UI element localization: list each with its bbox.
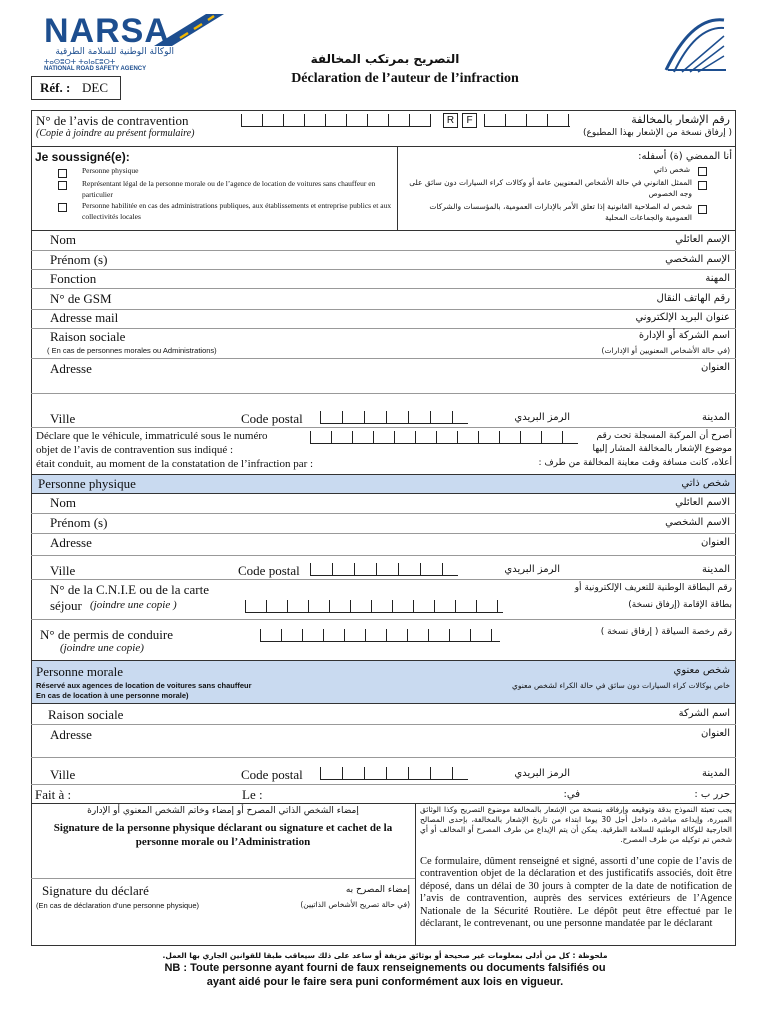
gsm-label-ar: رقم الهاتف النقال	[656, 293, 730, 304]
section-morale-note2: En cas de location à une personne morale)	[36, 691, 189, 700]
code-postal-field[interactable]	[320, 411, 468, 424]
immatriculation-field[interactable]	[310, 431, 578, 444]
morale-ville-label: Ville	[50, 767, 76, 782]
physique-nom-label: Nom	[50, 495, 76, 510]
cnie-field[interactable]	[245, 600, 503, 613]
morale-adresse-label-ar: العنوان	[701, 728, 730, 739]
gsm-label: N° de GSM	[50, 291, 112, 306]
physique-cp-label-ar: الرمز البريدي	[504, 564, 560, 575]
signature-label: Signature de la personne physique déclarant ou signature et cachet de la personne morale ou l’Administration	[53, 822, 393, 848]
cnie-label: N° de la C.N.I.E ou de la carte	[50, 582, 209, 597]
avis-label: N° de l’avis de contravention	[36, 113, 189, 128]
nom-label-ar: الإسم العائلي	[675, 234, 730, 245]
morale-cp-field[interactable]	[320, 767, 468, 780]
nom-label: Nom	[50, 232, 76, 247]
physique-adresse-label: Adresse	[50, 535, 92, 550]
soussigne-label-ar: أنا الممضي (ة) أسفله:	[638, 151, 732, 162]
soussigne-label: Je soussigné(e):	[35, 150, 130, 164]
cnie-label-2: séjour	[50, 598, 82, 613]
morale-raison-label: Raison sociale	[48, 707, 124, 722]
avis-note-ar: ( إرفاق نسخة من الإشعار بهذا المطبوع)	[583, 128, 732, 138]
code-postal-label-ar: الرمز البريدي	[514, 412, 570, 423]
footer-arabic: ملحوظة : كل من أدلى بمعلومات غير صحيحة أو بوثائق مزيفة أو ساعد على ذلك سيعاقب طبقا للقوانين الجاري بها العمل.	[162, 951, 608, 960]
permis-label: N° de permis de conduire	[40, 627, 173, 642]
fi-label-ar: في:	[563, 789, 580, 800]
rf-box-f: F	[462, 113, 477, 128]
logo-english: NATIONAL ROAD SAFETY AGENCY	[44, 66, 147, 72]
narsa-logo: NARSA	[44, 12, 170, 50]
notice-french: Ce formulaire, dûment renseigné et signé, assorti d’une copie de l’avis de contravention objet de la déclaration et des justificatifs associés, doit être déposé, dans un délai de 30 jours à compter de la date de notification de l’avis de contravention, auprès des services extérieurs de l’Agence Nationale de la Sécurité Routière. Le dépôt peut être effectué par le déclarant, le contrevenant, ou une personne mandatée par le déclarant	[420, 856, 732, 930]
logo-arabic: الوكالة الوطنية للسلامة الطرقية	[55, 47, 174, 57]
section-morale-note1: Réservé aux agences de location de voitures sans chauffeur	[36, 681, 252, 690]
checkbox-personne-physique[interactable]	[58, 169, 67, 178]
cnie-label-ar: رقم البطاقة الوطنية للتعريف الإلكترونية أو	[574, 583, 732, 593]
option-ar-habilitee: شخص له الصلاحية القانونية إذا تعلق الأمر بالإدارات العمومية، بالمؤسسات والشركات العمومية والجماعات المحلية	[429, 202, 692, 222]
physique-ville-label: Ville	[50, 563, 76, 578]
raison-label: Raison sociale	[50, 329, 126, 344]
title-french: Déclaration de l’auteur de l’infraction	[291, 71, 519, 86]
physique-nom-label-ar: الاسم العائلي	[675, 497, 730, 508]
logo-tifinagh: ⵜⴰⵙⵓⵔⵜ ⵜⴰⵏⴰⵎⵓⵔⵜ	[44, 58, 116, 66]
option-personne-habilitee: Personne habilitée en cas des administrations publiques, aux établissements et entreprise publics et aux collectivités locales	[82, 201, 392, 221]
raison-note-ar: (في حالة الأشخاص المعنويين أو الإدارات)	[601, 346, 730, 355]
raison-label-ar: اسم الشركة أو الإدارة	[638, 330, 730, 341]
cnie-note: (joindre une copie )	[90, 599, 177, 611]
bridge-emblem-icon	[660, 12, 730, 74]
section-physique-label-ar: شخص ذاتي	[681, 478, 730, 489]
declare-line3: était conduit, au moment de la constatation de l’infraction par :	[36, 458, 314, 470]
declare-line1-ar: أصرح أن المركبة المسجلة تحت رقم	[596, 431, 732, 441]
option-personne-physique: Personne physique	[82, 166, 139, 175]
declare-line2-ar: موضوع الإشعار بالمخالفة المشار إليها	[592, 444, 732, 454]
prenom-label: Prénom (s)	[50, 252, 108, 267]
physique-adresse-label-ar: العنوان	[701, 537, 730, 548]
declare-line2: objet de l’avis de contravention sus indiqué :	[36, 444, 234, 456]
morale-adresse-label: Adresse	[50, 727, 92, 742]
rf-box-r: R	[443, 113, 458, 128]
physique-ville-label-ar: المدينة	[701, 564, 730, 575]
code-postal-label: Code postal	[241, 411, 303, 426]
fait-a-label: Fait à :	[35, 787, 72, 802]
cnie-label-ar-2: بطاقة الإقامة (إرفاق نسخة)	[628, 600, 732, 610]
declare-line3-ar: أعلاه، كانت مسافة وقت معاينة المخالفة من طرف :	[538, 458, 732, 468]
physique-prenom-label-ar: الاسم الشخصي	[665, 517, 730, 528]
option-representant-legal: Représentant légal de la personne morale ou de l’agence de location de voitures sans chauffeur en particulier	[82, 179, 376, 199]
avis-number-field-2[interactable]	[484, 114, 570, 127]
title-arabic: التصريح بمرتكب المخالفة	[310, 52, 460, 66]
declare-line1: Déclare que le véhicule, immatriculé sous le numéro	[36, 430, 268, 442]
fonction-label: Fonction	[50, 271, 97, 286]
prenom-label-ar: الإسم الشخصي	[665, 254, 730, 265]
avis-number-field[interactable]	[241, 114, 431, 127]
footer-french-1: NB : Toute personne ayant fourni de faux renseignements ou documents falsifiés ou	[164, 962, 606, 974]
section-morale-label-ar: شخص معنوي	[673, 665, 730, 676]
checkbox-ar-representant[interactable]	[698, 181, 707, 190]
signature-declare-note: (En cas de déclaration d’une personne physique)	[36, 901, 200, 910]
checkbox-ar-habilitee[interactable]	[698, 205, 707, 214]
morale-cp-label-ar: الرمز البريدي	[514, 768, 570, 779]
adresse-label-ar: العنوان	[701, 362, 730, 373]
morale-cp-label: Code postal	[241, 767, 303, 782]
signature-declare-label-ar: إمضاء المصرح به	[345, 885, 410, 895]
reference-label: Réf. :	[40, 80, 71, 95]
footer-french-2: ayant aidé pour le faire sera puni conformément aux lois en vigueur.	[206, 976, 564, 988]
option-ar-representant: الممثل القانوني في حالة الأشخاص المعنويين عامة أو وكالات كراء السيارات دون سائق على وجه الخصوص	[409, 178, 692, 198]
physique-cp-field[interactable]	[310, 563, 458, 576]
avis-label-ar: رقم الإشعار بالمخالفة	[631, 113, 730, 126]
morale-raison-label-ar: اسم الشركة	[678, 708, 730, 719]
section-physique-label: Personne physique	[38, 476, 136, 491]
ville-label-ar: المدينة	[701, 412, 730, 423]
checkbox-representant-legal[interactable]	[58, 181, 67, 190]
mail-label-ar: عنوان البريد الإلكتروني	[635, 312, 730, 323]
permis-field[interactable]	[260, 629, 500, 642]
raison-note: ( En cas de personnes morales ou Administrations)	[47, 346, 217, 355]
option-ar-personne-physique: شخص ذاتي	[653, 165, 690, 174]
physique-prenom-label: Prénom (s)	[50, 515, 108, 530]
mail-label: Adresse mail	[50, 310, 119, 325]
permis-note: (joindre une copie)	[60, 642, 144, 654]
checkbox-ar-personne-physique[interactable]	[698, 167, 707, 176]
harrir-label-ar: حرر ب :	[694, 789, 730, 800]
signature-label-ar: إمضاء الشخص الذاتي المصرح أو إمضاء وخاتم الشخص المعنوي أو الإدارة	[87, 806, 359, 816]
fonction-label-ar: المهنة	[705, 273, 730, 284]
adresse-label: Adresse	[50, 361, 92, 376]
permis-label-ar: رقم رخصة السياقة ( إرفاق نسخة )	[600, 627, 732, 637]
physique-cp-label: Code postal	[238, 563, 300, 578]
section-morale-note-ar: خاص بوكالات كراء السيارات دون سائق في حالة الكراء لشخص معنوي	[511, 681, 730, 690]
ville-label: Ville	[50, 411, 76, 426]
checkbox-personne-habilitee[interactable]	[58, 203, 67, 212]
signature-declare-note-ar: (في حالة تصريح الأشخاص الذاتيين)	[300, 900, 410, 909]
notice-arabic: يجب تعبئة النموذج بدقة وتوقيعه وإرفاقه بنسخة من الإشعار بالمخالفة موضوع التصريح وكذا الوثائق المبررة، وإيداعه مباشرة، داخل أجل 30 يوما ابتداء من تاريخ الإشعار بالمخالفة، بإحدى المصالح الخارجية للوكالة الوطنية للسلامة الطرقية. يمكن أن يتم الإيداع من طرف المصرح أو المخالف أو أي شخص تم توكيله من طرف المصرح.	[420, 805, 732, 844]
avis-note: (Copie à joindre au présent formulaire)	[36, 128, 195, 139]
section-morale-label: Personne morale	[36, 664, 124, 679]
reference-value: DEC	[82, 80, 108, 95]
morale-ville-label-ar: المدينة	[701, 768, 730, 779]
signature-declare-label: Signature du déclaré	[42, 883, 149, 898]
le-label: Le :	[242, 787, 263, 802]
logo-road-icon	[150, 10, 228, 50]
